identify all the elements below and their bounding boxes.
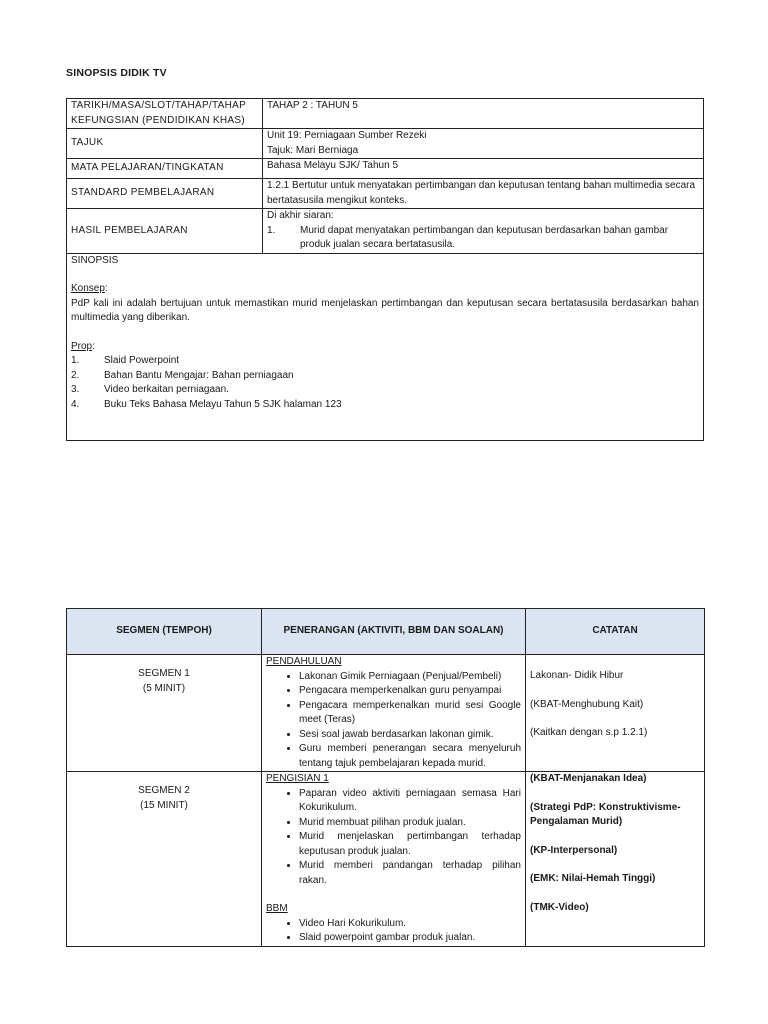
list-item: • Pengacara memperkenalkan guru penyampai [299,684,521,699]
segment-2-section: PENGISIAN 1 [266,773,329,784]
list-item: • Lakonan Gimik Perniagaan (Penjual/Pembeli) [299,670,521,685]
header-penerangan: PENERANGAN (AKTIVITI, BBM DAN SOALAN) [262,609,526,655]
prop-number: 2. [71,369,80,381]
tajuk-label: TAJUK [67,129,263,159]
info-row-tajuk [67,129,704,159]
segment-2-note: (TMK-Video) [530,901,589,913]
tajuk-value [263,129,704,159]
segment-1-bullets [266,670,521,772]
segment-2-cell [67,772,262,947]
bbm-label: BBM [266,903,288,914]
header-segmen: SEGMEN (TEMPOH) [67,609,262,655]
list-item: • Sesi soal jawab berdasarkan lakonan gimik. [299,728,521,743]
prop-item [71,383,699,398]
segment-1-description [262,655,526,772]
prop-number: 1. [71,355,80,366]
hasil-item-number: 1. [267,224,276,236]
info-row-standard [67,179,704,209]
header-catatan: CATATAN [526,609,705,655]
tarikh-value: TAHAP 2 : TAHUN 5 [263,99,704,129]
konsep-label: Konsep [71,283,105,294]
list-item: • Paparan video aktiviti perniagaan semasa Hari Kokurikulum. [299,787,521,816]
info-row-hasil [67,209,704,254]
prop-item [71,398,699,413]
tarikh-label: TARIKH/MASA/SLOT/TAHAP/TAHAP KEFUNGSIAN (PENDIDIKAN KHAS) [67,99,263,129]
hasil-intro: Di akhir siaran: [267,210,334,221]
segment-1-cell [67,655,262,772]
segment-1-name: SEGMEN 1 [138,668,190,679]
segment-2-duration: (15 MINIT) [140,799,188,811]
mata-pelajaran-label: MATA PELAJARAN/TINGKATAN [67,159,263,179]
standard-label: STANDARD PEMBELAJARAN [67,179,263,209]
info-row-mata-pelajaran [67,159,704,179]
prop-text: Slaid Powerpoint [104,355,180,366]
prop-label: Prop [71,340,93,352]
segment-1-duration: (5 MINIT) [142,682,186,694]
prop-text: Bahan Bantu Mengajar: Bahan perniagaan [104,369,294,381]
segments-header-row [67,609,705,655]
segment-2-note: (KBAT-Menjanakan Idea) [530,773,647,784]
bbm-bullets [266,917,521,946]
prop-heading: Prop: [71,340,95,352]
mata-pelajaran-value: Bahasa Melayu SJK/ Tahun 5 [263,159,704,179]
segment-1-section: PENDAHULUAN [266,656,342,667]
segments-table [66,608,705,947]
segment-1-note: (Kaitkan dengan s.p 1.2.1) [530,727,648,738]
segment-2-note: (Strategi PdP: Konstruktivisme-Pengalaman Murid) [530,801,681,827]
prop-text: Video berkaitan perniagaan. [104,384,229,395]
prop-number: 3. [71,384,80,395]
hasil-item [267,224,699,253]
konsep-text: PdP kali ini adalah bertujuan untuk memastikan murid menjelaskan pertimbangan dan keputusan secara bertatasusila berdasarkan bahan multimedia yang diberikan. [71,297,699,323]
segment-row-1 [67,655,705,772]
info-row-tarikh [67,99,704,129]
prop-item [71,369,699,384]
hasil-value [263,209,704,254]
segment-1-note: (KBAT-Menghubung Kait) [530,698,644,710]
prop-text: Buku Teks Bahasa Melayu Tahun 5 SJK halaman 123 [104,398,342,410]
document-title: SINOPSIS DIDIK TV [66,67,167,79]
tajuk-line-2: Tajuk: Mari Berniaga [267,144,359,156]
info-table [66,98,704,441]
list-item: • Slaid powerpoint gambar produk jualan. [299,931,521,946]
list-item: • Murid membuat pilihan produk jualan. [299,816,521,831]
segment-1-notes [526,655,705,772]
segment-row-2 [67,772,705,947]
list-item: • Murid menjelaskan pertimbangan terhadap keputusan produk jualan. [299,830,521,859]
list-item: • Pengacara memperkenalkan murid sesi Google meet (Teras) [299,699,521,728]
segment-2-notes [526,772,705,947]
segment-1-note: Lakonan- Didik Hibur [530,670,624,681]
segment-2-bullets [266,787,521,889]
sinopsis-heading: SINOPSIS [71,254,119,266]
segment-2-description [262,772,526,947]
list-item: • Video Hari Kokurikulum. [299,917,521,932]
segment-2-note: (EMK: Nilai-Hemah Tinggi) [530,873,656,884]
standard-value: 1.2.1 Bertutur untuk menyatakan pertimbangan dan keputusan tentang bahan multimedia secara bertatasusila mengikut konteks. [263,179,704,209]
info-row-sinopsis [67,253,704,441]
list-item: • Murid memberi pandangan terhadap pilihan rakan. [299,859,521,888]
segment-2-name: SEGMEN 2 [138,785,190,796]
prop-number: 4. [71,398,80,410]
konsep-heading: Konsep: [71,283,108,294]
sinopsis-cell [67,253,704,441]
hasil-item-text: Murid dapat menyatakan pertimbangan dan keputusan berdasarkan bahan gambar produk jualan secara bertatasusila. [300,224,669,250]
list-item: • Guru memberi penerangan secara menyeluruh tentang tajuk pembelajaran kepada murid. [299,742,521,771]
segment-2-note: (KP-Interpersonal) [530,844,618,856]
prop-item [71,354,699,369]
hasil-label: HASIL PEMBELAJARAN [67,209,263,254]
tajuk-line-1: Unit 19: Perniagaan Sumber Rezeki [267,130,427,141]
